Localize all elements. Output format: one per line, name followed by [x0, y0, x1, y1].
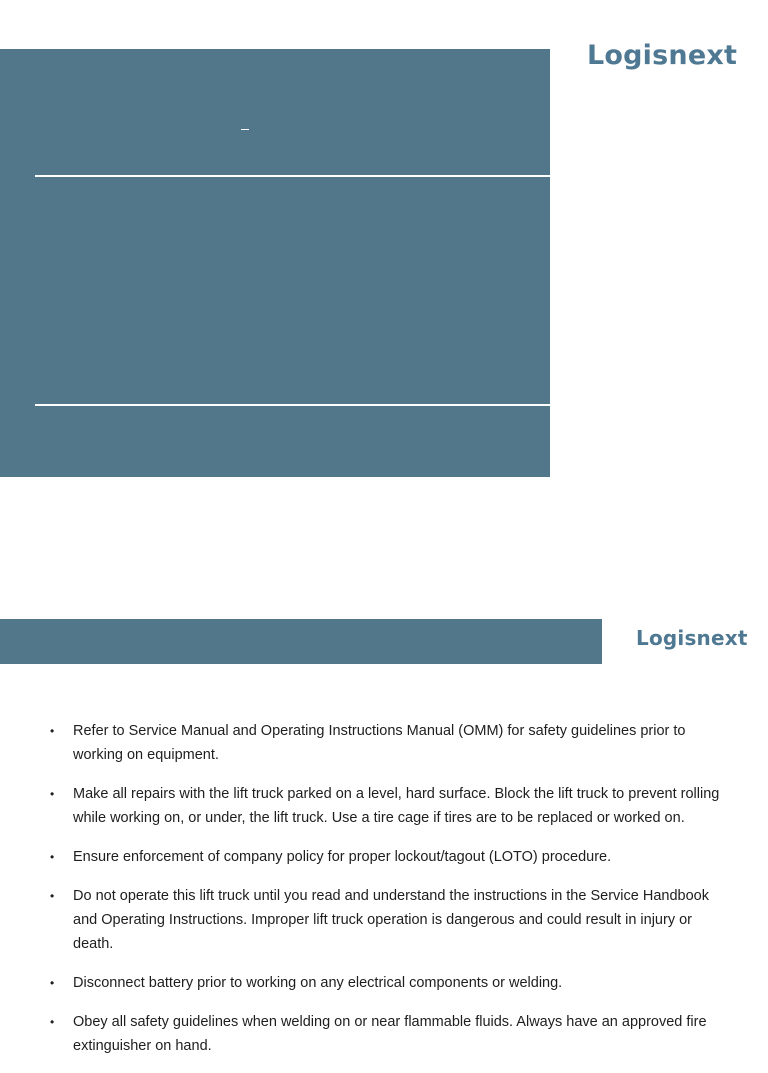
- bullet-text: Refer to Service Manual and Operating Instructions Manual (OMM) for safety guidelines prior to working on equipment.: [73, 723, 686, 763]
- list-item: [50, 971, 722, 995]
- title-divider-top: [35, 175, 550, 177]
- list-item: [50, 884, 722, 956]
- title-banner: [0, 49, 550, 477]
- title-placeholder-dash: [241, 129, 249, 130]
- list-item: [50, 782, 722, 830]
- header-banner: [0, 619, 602, 664]
- bullet-icon: •: [50, 787, 55, 801]
- list-item: [50, 1010, 722, 1058]
- bullet-text: Do not operate this lift truck until you read and understand the instructions in the Service Handbook and Operating Instructions. Improper lift truck operation is dangerous and could result in injury or death.: [73, 888, 709, 952]
- bullet-text: Obey all safety guidelines when welding on or near flammable fluids. Always have an approved fire extinguisher on hand.: [73, 1014, 707, 1054]
- list-item: [50, 719, 722, 767]
- safety-bullet-list: [50, 719, 722, 1073]
- logisnext-logo-small: Logisnext: [636, 626, 748, 650]
- bullet-icon: •: [50, 976, 55, 990]
- bullet-icon: •: [50, 724, 55, 738]
- bullet-icon: •: [50, 1015, 55, 1029]
- logisnext-logo: Logisnext: [587, 40, 738, 71]
- bullet-text: Make all repairs with the lift truck parked on a level, hard surface. Block the lift truck to prevent rolling while working on, or under, the lift truck. Use a tire cage if tires are to be replaced or worked on.: [73, 786, 720, 826]
- bullet-icon: •: [50, 850, 55, 864]
- list-item: [50, 845, 722, 869]
- bullet-text: Disconnect battery prior to working on any electrical components or welding.: [73, 975, 563, 991]
- bullet-icon: •: [50, 889, 55, 903]
- bullet-text: Ensure enforcement of company policy for proper lockout/tagout (LOTO) procedure.: [73, 849, 612, 865]
- title-divider-bottom: [35, 404, 550, 406]
